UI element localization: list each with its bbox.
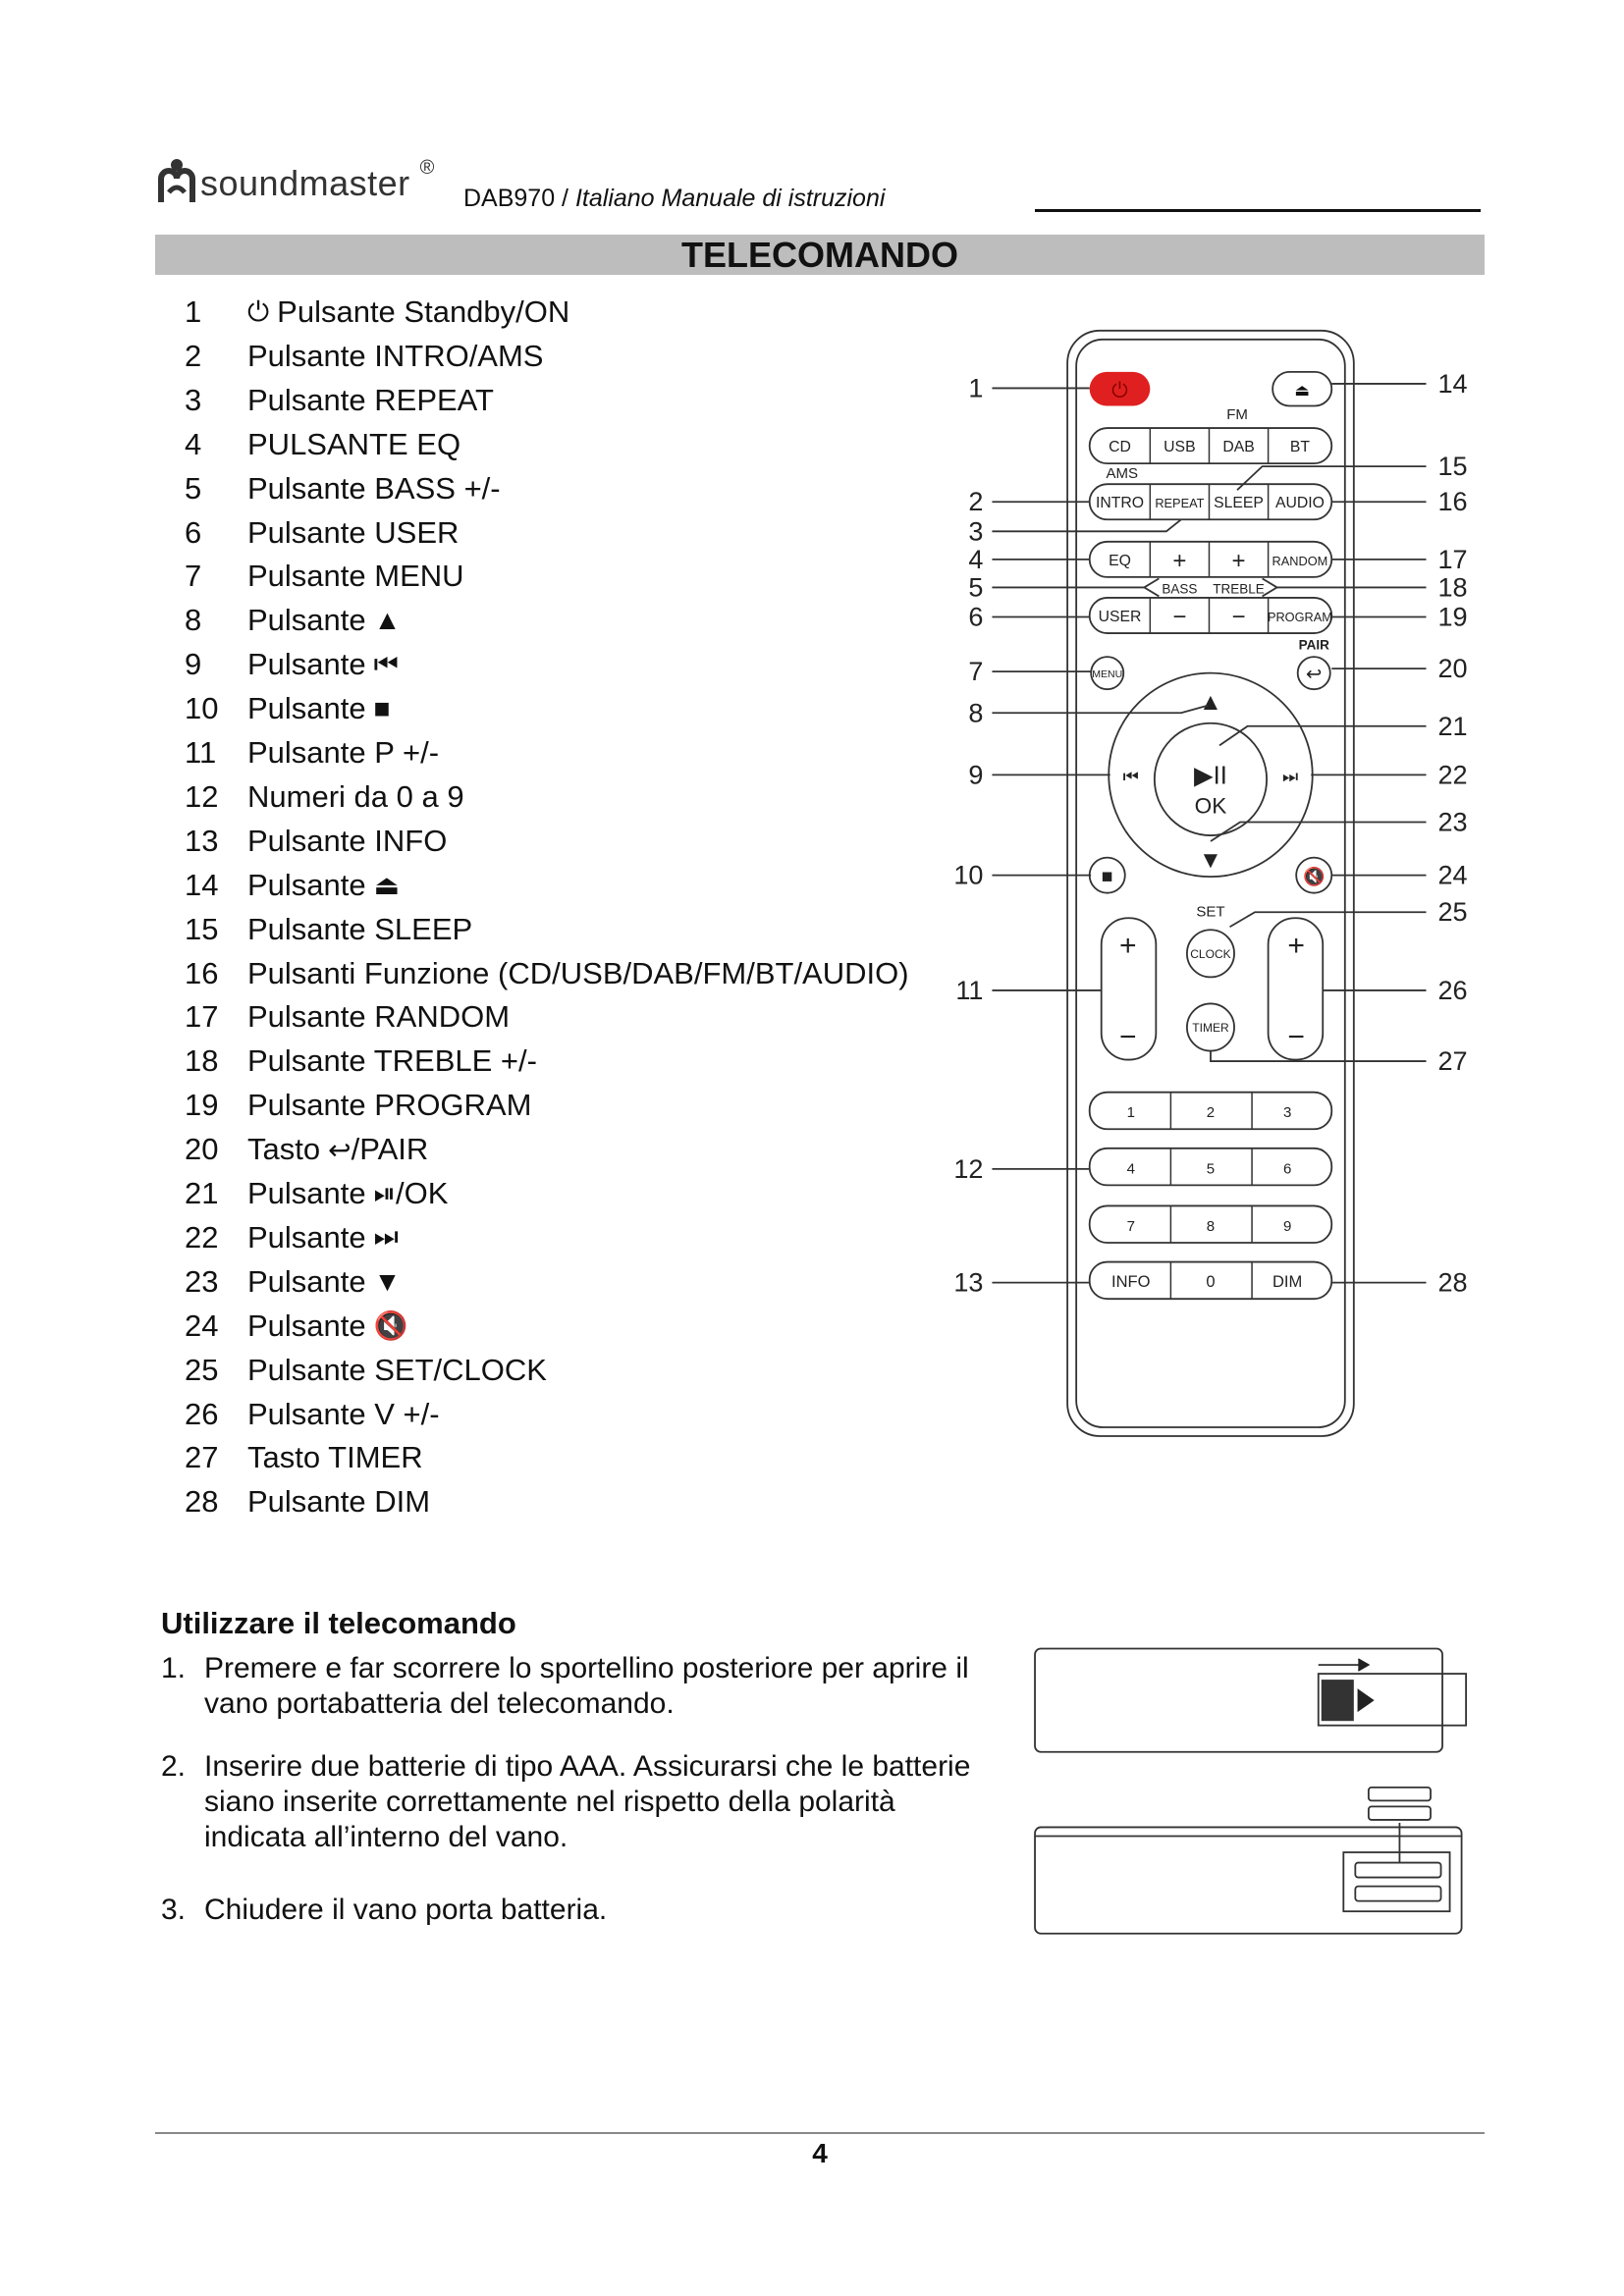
- step-number: 2.: [161, 1750, 187, 1783]
- function-button-3[interactable]: AUDIO: [1274, 495, 1325, 512]
- callout-number: 1: [968, 373, 984, 403]
- callout-number: 2: [968, 487, 984, 517]
- callout-number: 12: [953, 1153, 984, 1184]
- eq-button-3[interactable]: RANDOM: [1272, 553, 1328, 568]
- footer-rule: [155, 2132, 1485, 2134]
- item-number: 23: [185, 1263, 219, 1299]
- battery-icon: [1369, 1788, 1431, 1801]
- item-text: Pulsante Standby/ON: [277, 294, 570, 329]
- usage-step: [161, 1651, 1025, 1722]
- mute-icon: 🔇: [1302, 867, 1326, 887]
- function-button-0[interactable]: INTRO: [1095, 495, 1145, 512]
- item-text: PULSANTE EQ: [247, 426, 461, 461]
- ams-label: AMS: [1106, 465, 1139, 483]
- return-icon: ↩: [1306, 664, 1323, 686]
- item-number: 3: [185, 382, 202, 417]
- battery-icon: [1355, 1887, 1440, 1901]
- item-number: 5: [185, 470, 202, 506]
- callout-line: [1237, 466, 1426, 490]
- usage-step: [161, 1749, 986, 1855]
- item-text: Pulsante PROGRAM: [247, 1088, 532, 1123]
- callout-number: 3: [968, 516, 984, 547]
- numpad-key[interactable]: 9: [1282, 1218, 1292, 1236]
- item-text: Pulsante BASS +/-: [247, 470, 501, 506]
- eq-button-1[interactable]: +: [1172, 547, 1187, 574]
- numpad-key[interactable]: 0: [1206, 1272, 1216, 1292]
- user-button-2[interactable]: −: [1231, 604, 1246, 631]
- item-number: 17: [185, 999, 219, 1035]
- item-number: 21: [185, 1176, 219, 1210]
- function-button-1[interactable]: REPEAT: [1155, 496, 1205, 511]
- source-button-0[interactable]: CD: [1109, 439, 1131, 456]
- item-text: Pulsante MENU: [247, 559, 464, 594]
- callout-number: 9: [968, 760, 984, 790]
- item-number: 12: [185, 778, 219, 814]
- item-number: 6: [185, 514, 202, 550]
- function-button-2[interactable]: SLEEP: [1214, 495, 1264, 512]
- callout-number: 6: [968, 602, 984, 632]
- callout-number: 27: [1437, 1046, 1468, 1077]
- callout-number: 26: [1437, 975, 1468, 1005]
- menu-label: MENU: [1092, 668, 1123, 681]
- numpad-key[interactable]: 4: [1126, 1160, 1135, 1178]
- battery-icon: [1355, 1863, 1440, 1878]
- numpad-key[interactable]: 1: [1126, 1104, 1135, 1122]
- power-icon: ⏻: [247, 295, 270, 327]
- v-plus: +: [1287, 929, 1305, 962]
- item-number: 25: [185, 1352, 219, 1387]
- step-text: Premere e far scorrere lo sportellino posteriore per aprire il vano portabatteria del telecomando.: [204, 1652, 969, 1720]
- p-plus: +: [1118, 929, 1137, 962]
- user-button-0[interactable]: USER: [1098, 609, 1142, 626]
- item-number: 13: [185, 823, 219, 858]
- callout-number: 13: [953, 1267, 984, 1298]
- step-text: Inserire due batterie di tipo AAA. Assicurarsi che le batterie siano inserite correttamente nel rispetto della polarità indicata all’interno del vano.: [204, 1750, 971, 1853]
- item-number: 1: [185, 294, 202, 329]
- callout-number: 7: [968, 657, 984, 687]
- callout-number: 28: [1437, 1267, 1468, 1298]
- callout-line: [1230, 912, 1427, 927]
- item-text: Pulsante: [247, 1263, 366, 1299]
- next-icon: ⏭: [373, 1221, 399, 1253]
- usage-title: Utilizzare il telecomando: [161, 1606, 516, 1640]
- callout-number: 21: [1437, 711, 1468, 741]
- item-number: 14: [185, 867, 219, 902]
- item-number: 11: [185, 735, 217, 770]
- item-number: 27: [185, 1440, 219, 1475]
- item-number: 26: [185, 1396, 219, 1431]
- item-number: 9: [185, 647, 202, 682]
- callout-number: 5: [968, 572, 984, 603]
- numpad-key[interactable]: DIM: [1272, 1272, 1303, 1292]
- callout-number: 20: [1437, 654, 1468, 684]
- page-number: 4: [812, 2138, 828, 2168]
- callout-line: [992, 706, 1208, 714]
- item-number: 10: [185, 691, 219, 726]
- user-button-1[interactable]: −: [1172, 604, 1187, 631]
- item-text: Pulsante RANDOM: [247, 999, 511, 1035]
- callout-number: 14: [1437, 368, 1468, 399]
- callout-number: 25: [1437, 897, 1468, 928]
- down-triangle-icon: ▼: [373, 1265, 402, 1297]
- play-pause-icon: ⏯: [373, 1177, 397, 1208]
- pair-label: PAIR: [1298, 637, 1329, 653]
- item-number: 28: [185, 1484, 219, 1520]
- item-text: Pulsante INTRO/AMS: [247, 338, 544, 373]
- callout-number: 4: [968, 544, 984, 574]
- item-number: 18: [185, 1043, 219, 1079]
- numpad-key[interactable]: 3: [1282, 1104, 1292, 1122]
- callout-number: 24: [1437, 860, 1468, 890]
- item-text: Pulsante V +/-: [247, 1396, 440, 1431]
- set-label: SET: [1196, 903, 1225, 921]
- battery-icon: [1369, 1806, 1431, 1820]
- item-number: 19: [185, 1088, 219, 1123]
- eq-button-2[interactable]: +: [1231, 547, 1246, 574]
- item-number: 8: [185, 603, 202, 638]
- registered-mark: ®: [419, 157, 435, 179]
- callout-number: 16: [1437, 487, 1468, 517]
- callout-number: 11: [955, 975, 984, 1005]
- manual-title: Italiano Manuale di istruzioni: [574, 185, 886, 212]
- step-number: 1.: [161, 1652, 187, 1684]
- up-triangle-icon: ▲: [373, 605, 402, 636]
- item-text: Tasto: [247, 1132, 321, 1167]
- down-icon: ▼: [1199, 847, 1222, 875]
- step-text: Chiudere il vano porta batteria.: [204, 1894, 608, 1926]
- item-text: Pulsanti Funzione (CD/USB/DAB/FM/BT/AUDIO): [247, 955, 909, 990]
- usage-section: [161, 1606, 971, 1926]
- model-name: DAB970 /: [463, 185, 569, 212]
- numpad-key[interactable]: 5: [1206, 1160, 1216, 1178]
- numpad-key[interactable]: 8: [1206, 1218, 1216, 1236]
- bass-label: BASS: [1162, 581, 1198, 597]
- stop-icon: ■: [1101, 866, 1113, 888]
- item-text: Pulsante REPEAT: [247, 382, 494, 417]
- clock-label: CLOCK: [1190, 946, 1231, 961]
- eject-icon: ⏏: [373, 870, 401, 901]
- numpad-key[interactable]: 7: [1126, 1218, 1135, 1236]
- numpad-key[interactable]: 6: [1282, 1160, 1292, 1178]
- next-icon: ⏭: [1282, 766, 1299, 786]
- item-text: Pulsante SLEEP: [247, 911, 473, 946]
- battery-cover-diagram: [1035, 1649, 1442, 1752]
- source-button-1[interactable]: USB: [1164, 439, 1196, 456]
- callout-line: [992, 519, 1180, 531]
- callout-number: 8: [968, 698, 984, 728]
- callout-number: 18: [1437, 572, 1468, 603]
- item-text: Pulsante: [247, 603, 366, 638]
- fm-label: FM: [1226, 406, 1248, 424]
- previous-icon: ⏮: [373, 648, 399, 679]
- item-number: 2: [185, 338, 202, 373]
- callout-number: 19: [1437, 602, 1468, 632]
- section-title: TELECOMANDO: [155, 235, 1485, 275]
- up-icon: ▲: [1199, 689, 1222, 717]
- brand-name: soundmaster: [200, 163, 410, 203]
- item-suffix: /OK: [396, 1176, 449, 1210]
- item-text: Numeri da 0 a 9: [247, 778, 464, 814]
- return-icon: ↩: [328, 1134, 352, 1165]
- item-text: Pulsante: [247, 647, 366, 682]
- user-button-3[interactable]: PROGRAM: [1267, 610, 1332, 625]
- item-text: Pulsante: [247, 1308, 366, 1343]
- play-pause-icon: ▶II: [1194, 762, 1227, 790]
- timer-label: TIMER: [1192, 1021, 1229, 1036]
- item-suffix: /PAIR: [351, 1132, 429, 1167]
- callout-number: 22: [1437, 760, 1468, 790]
- mute-icon: 🔇: [373, 1310, 408, 1342]
- callout-number: 17: [1437, 544, 1468, 574]
- item-number: 22: [185, 1219, 219, 1255]
- item-text: Pulsante: [247, 691, 366, 726]
- p-minus: −: [1118, 1021, 1137, 1054]
- item-text: Pulsante USER: [247, 514, 460, 550]
- eq-button-0[interactable]: EQ: [1109, 552, 1131, 569]
- source-button-3[interactable]: BT: [1289, 439, 1311, 456]
- callout-line: [1211, 1051, 1427, 1062]
- power-icon: ⏻: [1111, 379, 1128, 402]
- item-text: Pulsante SET/CLOCK: [247, 1352, 547, 1387]
- numpad-key[interactable]: 2: [1206, 1104, 1216, 1122]
- step-number: 3.: [161, 1894, 187, 1926]
- item-number: 4: [185, 426, 202, 461]
- cover-latch: [1322, 1680, 1354, 1721]
- item-number: 15: [185, 911, 219, 946]
- item-text: Pulsante TREBLE +/-: [247, 1043, 537, 1079]
- item-number: 20: [185, 1132, 219, 1167]
- eject-icon: ⏏: [1294, 380, 1310, 400]
- treble-label: TREBLE: [1213, 581, 1265, 597]
- battery-bay: [1343, 1852, 1449, 1911]
- callout-number: 23: [1437, 807, 1468, 837]
- source-button-2[interactable]: DAB: [1222, 439, 1255, 456]
- item-text: Pulsante: [247, 867, 366, 902]
- item-text: Pulsante DIM: [247, 1484, 431, 1520]
- previous-icon: ⏮: [1122, 766, 1139, 786]
- v-minus: −: [1287, 1021, 1305, 1054]
- item-text: Pulsante P +/-: [247, 735, 440, 770]
- callout-line: [1219, 726, 1427, 746]
- item-number: 7: [185, 559, 202, 594]
- item-text: Tasto TIMER: [247, 1440, 423, 1475]
- item-text: Pulsante: [247, 1219, 366, 1255]
- stop-icon: ■: [373, 693, 391, 724]
- item-text: Pulsante INFO: [247, 823, 448, 858]
- battery-compartment-diagram: [1035, 1827, 1462, 1933]
- ok-label: OK: [1194, 793, 1227, 819]
- callout-number: 15: [1437, 452, 1468, 482]
- item-text: Pulsante: [247, 1176, 366, 1210]
- numpad-key[interactable]: INFO: [1111, 1272, 1151, 1292]
- callout-number: 10: [953, 860, 984, 890]
- item-number: 24: [185, 1308, 219, 1343]
- usage-step: [161, 1893, 1025, 1928]
- item-number: 16: [185, 955, 219, 990]
